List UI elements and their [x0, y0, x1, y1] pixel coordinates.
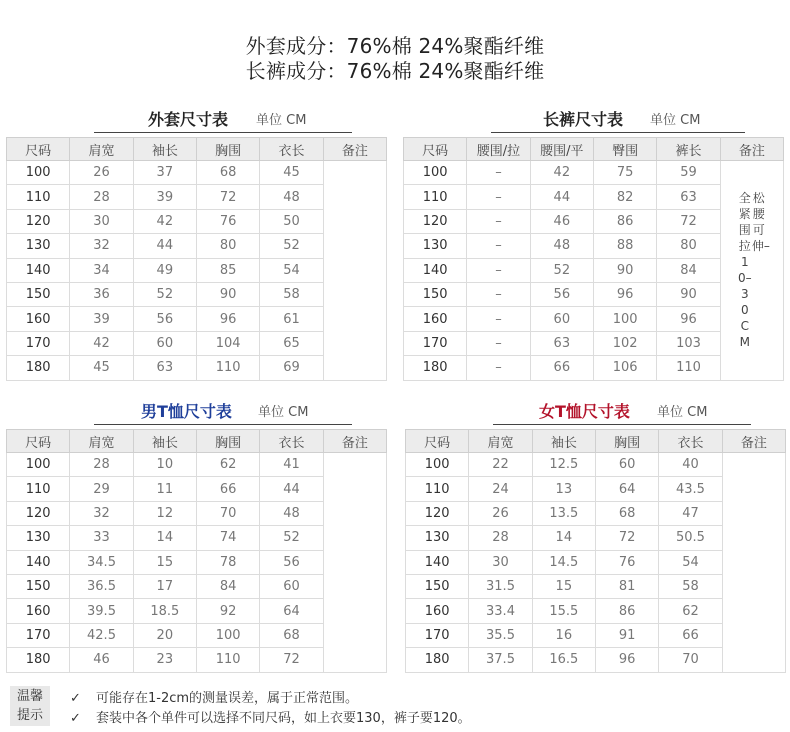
value-cell: 36.5 — [70, 574, 133, 598]
size-cell: 150 — [406, 574, 469, 598]
value-cell: 39.5 — [70, 599, 133, 623]
value-cell: 68 — [260, 623, 323, 647]
value-cell: 86 — [593, 209, 656, 233]
value-cell: 110 — [196, 356, 259, 380]
value-cell: 44 — [133, 234, 196, 258]
jacket-title-underline — [94, 132, 352, 133]
value-cell: 58 — [659, 574, 722, 598]
value-cell: – — [467, 234, 530, 258]
table-row — [406, 453, 786, 477]
table-row — [404, 161, 784, 185]
col-header: 备注 — [722, 430, 785, 453]
value-cell: 63 — [133, 356, 196, 380]
col-header: 衣长 — [260, 138, 323, 161]
value-cell: 15.5 — [532, 599, 595, 623]
size-cell: 160 — [7, 307, 70, 331]
value-cell: 66 — [530, 356, 593, 380]
value-cell: 45 — [70, 356, 133, 380]
jacket-table — [6, 137, 387, 381]
value-cell: 52 — [260, 526, 323, 550]
value-cell: 46 — [70, 648, 133, 672]
value-cell: 56 — [260, 550, 323, 574]
table-row — [7, 161, 387, 185]
value-cell: 86 — [595, 599, 658, 623]
value-cell: 49 — [133, 258, 196, 282]
value-cell: 36 — [70, 282, 133, 306]
size-cell: 130 — [7, 234, 70, 258]
value-cell: 16.5 — [532, 648, 595, 672]
value-cell: 78 — [196, 550, 259, 574]
boys-table-unit: 单位 CM — [258, 405, 309, 420]
col-header: 尺码 — [7, 138, 70, 161]
col-header: 备注 — [323, 430, 386, 453]
value-cell: 14 — [133, 526, 196, 550]
col-header: 臀围 — [593, 138, 656, 161]
value-cell: 88 — [593, 234, 656, 258]
value-cell: 61 — [260, 307, 323, 331]
value-cell: 74 — [196, 526, 259, 550]
pants-size-table — [403, 107, 784, 381]
value-cell: 96 — [657, 307, 720, 331]
value-cell: 26 — [70, 161, 133, 185]
size-cell: 120 — [7, 501, 70, 525]
col-header: 胸围 — [196, 138, 259, 161]
value-cell: 23 — [133, 648, 196, 672]
size-cell: 110 — [406, 477, 469, 501]
value-cell: 34.5 — [70, 550, 133, 574]
value-cell: 52 — [530, 258, 593, 282]
value-cell: 28 — [70, 453, 133, 477]
value-cell: 16 — [532, 623, 595, 647]
value-cell: – — [467, 282, 530, 306]
value-cell: 92 — [196, 599, 259, 623]
size-cell: 160 — [7, 599, 70, 623]
col-header: 胸围 — [595, 430, 658, 453]
value-cell: 32 — [70, 501, 133, 525]
size-cell: 120 — [404, 209, 467, 233]
value-cell: 48 — [530, 234, 593, 258]
size-cell: 150 — [7, 282, 70, 306]
value-cell: 46 — [530, 209, 593, 233]
value-cell: 72 — [196, 185, 259, 209]
value-cell: 10 — [133, 453, 196, 477]
value-cell: 59 — [657, 161, 720, 185]
value-cell: 65 — [260, 331, 323, 355]
value-cell: 82 — [593, 185, 656, 209]
value-cell: 54 — [659, 550, 722, 574]
table-row — [7, 453, 387, 477]
value-cell: 100 — [196, 623, 259, 647]
value-cell: 91 — [595, 623, 658, 647]
size-cell: 130 — [7, 526, 70, 550]
remark-cell — [720, 161, 783, 381]
value-cell: 90 — [196, 282, 259, 306]
jacket-table-title: 外套尺寸表 — [148, 110, 229, 129]
value-cell: 40 — [659, 453, 722, 477]
value-cell: 75 — [593, 161, 656, 185]
value-cell: 66 — [196, 477, 259, 501]
value-cell: 37 — [133, 161, 196, 185]
size-cell: 180 — [406, 648, 469, 672]
value-cell: 14 — [532, 526, 595, 550]
value-cell: 104 — [196, 331, 259, 355]
value-cell: 39 — [70, 307, 133, 331]
value-cell: 90 — [593, 258, 656, 282]
col-header: 衣长 — [260, 430, 323, 453]
value-cell: 30 — [70, 209, 133, 233]
value-cell: 60 — [530, 307, 593, 331]
value-cell: 52 — [133, 282, 196, 306]
size-cell: 180 — [7, 648, 70, 672]
value-cell: 68 — [196, 161, 259, 185]
value-cell: 56 — [133, 307, 196, 331]
value-cell: 32 — [70, 234, 133, 258]
value-cell: 72 — [595, 526, 658, 550]
value-cell: 96 — [595, 648, 658, 672]
value-cell: 60 — [595, 453, 658, 477]
value-cell: 35.5 — [469, 623, 532, 647]
value-cell: 80 — [657, 234, 720, 258]
girls-table-title: 女T恤尺寸表 — [539, 402, 630, 421]
value-cell: 24 — [469, 477, 532, 501]
value-cell: 96 — [196, 307, 259, 331]
size-cell: 170 — [406, 623, 469, 647]
col-header: 尺码 — [7, 430, 70, 453]
value-cell: 70 — [659, 648, 722, 672]
value-cell: – — [467, 331, 530, 355]
jacket-table-header — [6, 107, 387, 137]
value-cell: – — [467, 185, 530, 209]
value-cell: 12 — [133, 501, 196, 525]
value-cell: 52 — [260, 234, 323, 258]
jacket-fabric-composition: 外套成分：76%棉 24%聚酯纤维 — [245, 34, 545, 58]
value-cell: 110 — [196, 648, 259, 672]
value-cell: 63 — [657, 185, 720, 209]
value-cell: 29 — [70, 477, 133, 501]
value-cell: 58 — [260, 282, 323, 306]
col-header: 肩宽 — [70, 430, 133, 453]
value-cell: 72 — [260, 648, 323, 672]
pants-table-unit: 单位 CM — [650, 113, 701, 128]
value-cell: 90 — [657, 282, 720, 306]
col-header: 袖长 — [133, 430, 196, 453]
col-header: 尺码 — [406, 430, 469, 453]
value-cell: 62 — [659, 599, 722, 623]
value-cell: 17 — [133, 574, 196, 598]
value-cell: 81 — [595, 574, 658, 598]
col-header: 袖长 — [133, 138, 196, 161]
jacket-size-table — [6, 107, 387, 381]
col-header: 备注 — [323, 138, 386, 161]
value-cell: 84 — [657, 258, 720, 282]
size-cell: 180 — [404, 356, 467, 380]
value-cell: 47 — [659, 501, 722, 525]
value-cell: 20 — [133, 623, 196, 647]
size-cell: 170 — [7, 623, 70, 647]
value-cell: 48 — [260, 501, 323, 525]
size-cell: 110 — [7, 477, 70, 501]
pants-table — [403, 137, 784, 381]
size-cell: 160 — [406, 599, 469, 623]
pants-table-header — [403, 107, 784, 137]
value-cell: 15 — [532, 574, 595, 598]
value-cell: 39 — [133, 185, 196, 209]
tips-badge — [10, 686, 50, 726]
value-cell: 11 — [133, 477, 196, 501]
value-cell: 62 — [196, 453, 259, 477]
header-row — [7, 430, 387, 453]
col-header: 肩宽 — [469, 430, 532, 453]
size-cell: 100 — [404, 161, 467, 185]
value-cell: 50.5 — [659, 526, 722, 550]
size-cell: 100 — [7, 161, 70, 185]
boys-table — [6, 429, 387, 673]
value-cell: 13 — [532, 477, 595, 501]
value-cell: – — [467, 209, 530, 233]
value-cell: 31.5 — [469, 574, 532, 598]
value-cell: 42 — [530, 161, 593, 185]
size-cell: 140 — [404, 258, 467, 282]
value-cell: 100 — [593, 307, 656, 331]
size-cell: 140 — [7, 258, 70, 282]
col-header: 胸围 — [196, 430, 259, 453]
value-cell: 48 — [260, 185, 323, 209]
size-cell: 170 — [7, 331, 70, 355]
boys-tshirt-size-table — [6, 399, 387, 673]
size-cell: 130 — [406, 526, 469, 550]
remark-cell — [323, 453, 386, 673]
girls-table-header — [405, 399, 786, 429]
tip-item — [70, 687, 358, 706]
value-cell: 76 — [196, 209, 259, 233]
col-header: 裤长 — [657, 138, 720, 161]
size-cell: 110 — [404, 185, 467, 209]
remark-cell — [722, 453, 785, 673]
value-cell: 34 — [70, 258, 133, 282]
size-cell: 110 — [7, 185, 70, 209]
value-cell: 41 — [260, 453, 323, 477]
tips-section — [5, 684, 785, 728]
value-cell: 44 — [530, 185, 593, 209]
col-header: 腰围/平 — [530, 138, 593, 161]
girls-table — [405, 429, 786, 673]
col-header: 腰围/拉 — [467, 138, 530, 161]
value-cell: 37.5 — [469, 648, 532, 672]
pants-title-underline — [491, 132, 745, 133]
value-cell: 22 — [469, 453, 532, 477]
value-cell: 42 — [70, 331, 133, 355]
value-cell: 12.5 — [532, 453, 595, 477]
col-header: 肩宽 — [70, 138, 133, 161]
value-cell: 64 — [260, 599, 323, 623]
value-cell: 76 — [595, 550, 658, 574]
value-cell: 72 — [657, 209, 720, 233]
size-cell: 140 — [7, 550, 70, 574]
value-cell: 28 — [70, 185, 133, 209]
value-cell: 56 — [530, 282, 593, 306]
value-cell: 43.5 — [659, 477, 722, 501]
value-cell: – — [467, 161, 530, 185]
value-cell: 13.5 — [532, 501, 595, 525]
value-cell: 60 — [133, 331, 196, 355]
size-cell: 130 — [404, 234, 467, 258]
value-cell: – — [467, 356, 530, 380]
value-cell: 102 — [593, 331, 656, 355]
size-cell: 100 — [406, 453, 469, 477]
girls-title-underline — [493, 424, 751, 425]
value-cell: 33 — [70, 526, 133, 550]
tip-text: 套装中各个单件可以选择不同尺码，如上衣要130，裤子要120。 — [96, 711, 471, 726]
remark-text: 松腰可伸– — [751, 191, 770, 254]
jacket-table-unit: 单位 CM — [256, 113, 307, 128]
value-cell: 42.5 — [70, 623, 133, 647]
girls-table-unit: 单位 CM — [657, 405, 708, 420]
boys-title-underline — [94, 424, 352, 425]
pants-table-title: 长裤尺寸表 — [543, 110, 624, 129]
boys-table-title: 男T恤尺寸表 — [141, 402, 232, 421]
pants-fabric-composition: 长裤成分：76%棉 24%聚酯纤维 — [245, 59, 545, 83]
value-cell: 45 — [260, 161, 323, 185]
size-cell: 150 — [7, 574, 70, 598]
value-cell: 70 — [196, 501, 259, 525]
value-cell: 30 — [469, 550, 532, 574]
check-icon: ✓ — [70, 691, 81, 706]
col-header: 备注 — [720, 138, 783, 161]
header-row — [406, 430, 786, 453]
value-cell: 14.5 — [532, 550, 595, 574]
size-cell: 120 — [7, 209, 70, 233]
value-cell: 28 — [469, 526, 532, 550]
value-cell: 26 — [469, 501, 532, 525]
value-cell: – — [467, 258, 530, 282]
tips-badge-line: 温馨 — [16, 689, 43, 704]
value-cell: – — [467, 307, 530, 331]
remark-cell — [323, 161, 386, 381]
value-cell: 80 — [196, 234, 259, 258]
value-cell: 60 — [260, 574, 323, 598]
tip-item — [70, 707, 471, 726]
value-cell: 50 — [260, 209, 323, 233]
remark-text: 全紧围拉10–30CM — [737, 191, 752, 350]
col-header: 尺码 — [404, 138, 467, 161]
boys-table-header — [6, 399, 387, 429]
value-cell: 68 — [595, 501, 658, 525]
value-cell: 110 — [657, 356, 720, 380]
tips-badge-line: 提示 — [16, 708, 43, 723]
tip-text: 可能存在1-2cm的测量误差，属于正常范围。 — [96, 691, 359, 706]
value-cell: 96 — [593, 282, 656, 306]
check-icon: ✓ — [70, 711, 81, 726]
value-cell: 15 — [133, 550, 196, 574]
value-cell: 54 — [260, 258, 323, 282]
size-cell: 140 — [406, 550, 469, 574]
col-header: 衣长 — [659, 430, 722, 453]
header-row — [404, 138, 784, 161]
size-cell: 180 — [7, 356, 70, 380]
value-cell: 63 — [530, 331, 593, 355]
size-cell: 150 — [404, 282, 467, 306]
size-cell: 170 — [404, 331, 467, 355]
value-cell: 44 — [260, 477, 323, 501]
header-row — [7, 138, 387, 161]
size-cell: 160 — [404, 307, 467, 331]
value-cell: 84 — [196, 574, 259, 598]
value-cell: 106 — [593, 356, 656, 380]
value-cell: 66 — [659, 623, 722, 647]
value-cell: 33.4 — [469, 599, 532, 623]
value-cell: 69 — [260, 356, 323, 380]
girls-tshirt-size-table — [405, 399, 786, 673]
size-cell: 100 — [7, 453, 70, 477]
size-cell: 120 — [406, 501, 469, 525]
value-cell: 103 — [657, 331, 720, 355]
value-cell: 18.5 — [133, 599, 196, 623]
value-cell: 64 — [595, 477, 658, 501]
value-cell: 85 — [196, 258, 259, 282]
value-cell: 42 — [133, 209, 196, 233]
col-header: 袖长 — [532, 430, 595, 453]
